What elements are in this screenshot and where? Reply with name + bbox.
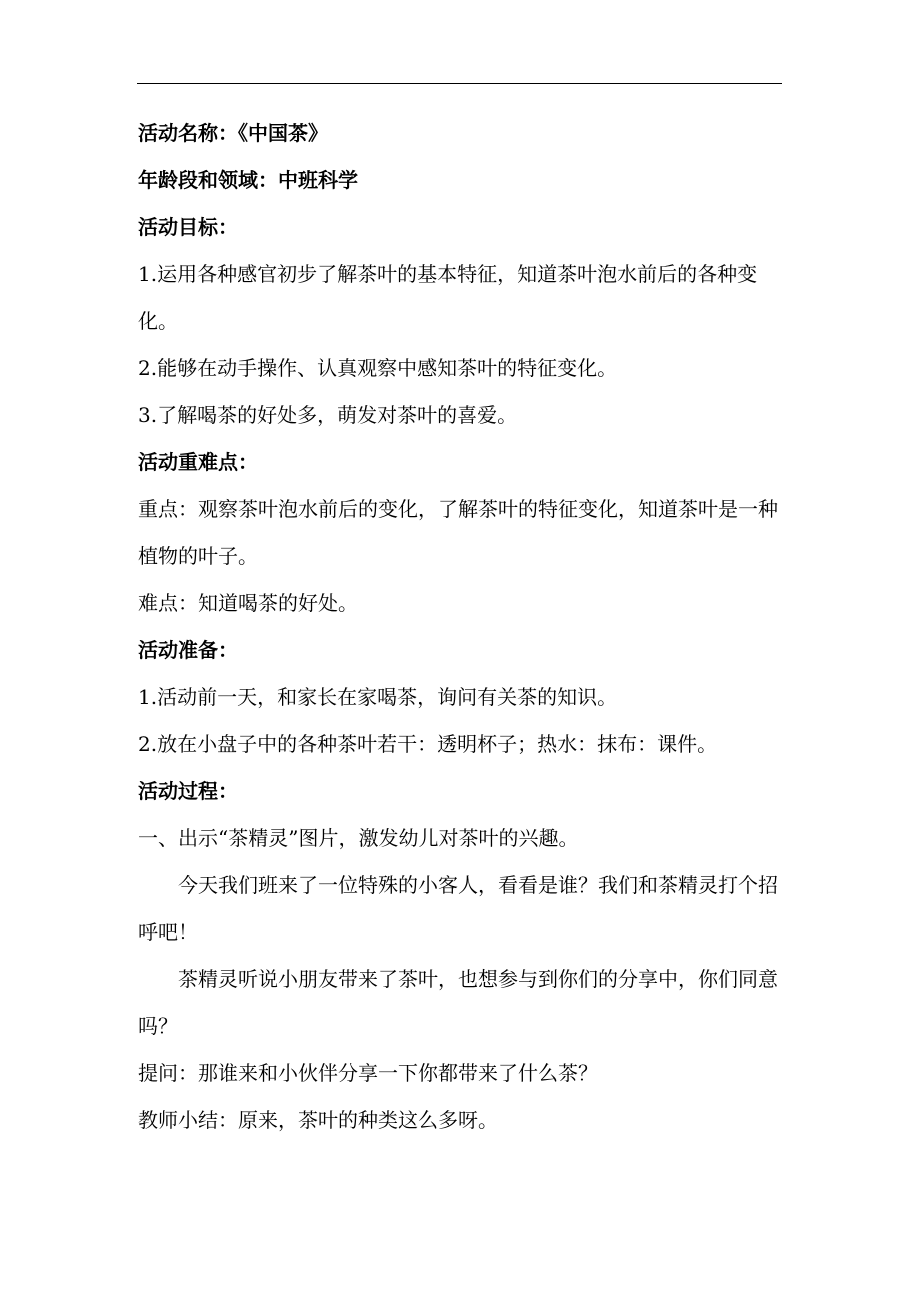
preparation-item: 1.活动前一天，和家长在家喝茶，询问有关茶的知识。 — [138, 685, 618, 709]
document-body — [138, 110, 788, 1144]
activity-title: 活动名称：《中国茶》 — [138, 121, 328, 145]
goals-heading: 活动目标： — [138, 215, 238, 239]
goal-item: 2.能够在动手操作、认真观察中感知茶叶的特征变化。 — [138, 356, 618, 380]
process-step: 一、出示“茶精灵”图片，激发幼儿对茶叶的兴趣。 — [138, 826, 579, 850]
goal-item: 1.运用各种感官初步了解茶叶的基本特征，知道茶叶泡水前后的各种变化。 — [138, 262, 758, 333]
process-paragraph: 今天我们班来了一位特殊的小客人，看看是谁？我们和茶精灵打个招呼吧！ — [138, 873, 778, 944]
header-rule — [137, 83, 782, 84]
age-domain: 年龄段和领域：中班科学 — [138, 168, 358, 192]
process-summary: 教师小结：原来，茶叶的种类这么多呀。 — [138, 1108, 498, 1132]
preparation-heading: 活动准备： — [138, 638, 238, 662]
process-heading: 活动过程： — [138, 779, 238, 803]
key-points-heading: 活动重难点： — [138, 450, 258, 474]
goal-item: 3.了解喝茶的好处多，萌发对茶叶的喜爱。 — [138, 403, 518, 427]
process-question: 提问：那谁来和小伙伴分享一下你都带来了什么茶？ — [138, 1061, 598, 1085]
key-point-difficulty: 难点：知道喝茶的好处。 — [138, 591, 358, 615]
key-point-focus: 重点：观察茶叶泡水前后的变化，了解茶叶的特征变化，知道茶叶是一种植物的叶子。 — [138, 497, 778, 568]
process-paragraph: 茶精灵听说小朋友带来了茶叶，也想参与到你们的分享中，你们同意吗？ — [138, 967, 778, 1038]
preparation-item: 2.放在小盘子中的各种茶叶若干：透明杯子；热水：抹布：课件。 — [138, 732, 718, 756]
